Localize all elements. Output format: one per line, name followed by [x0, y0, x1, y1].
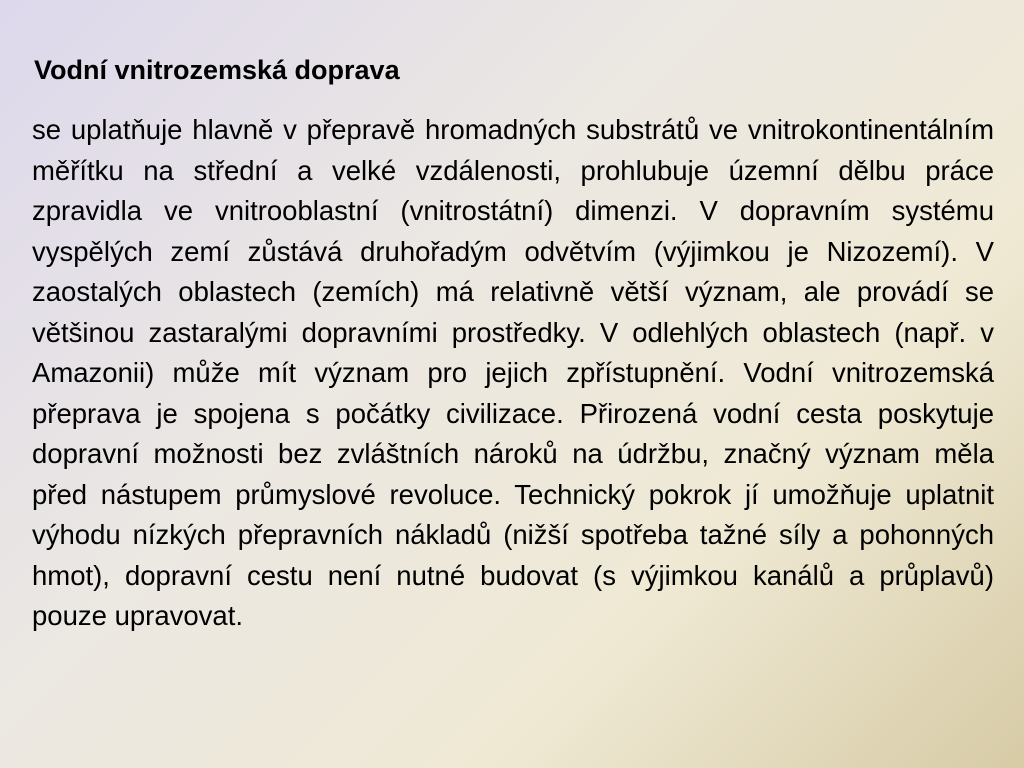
slide-body-text: se uplatňuje hlavně v přepravě hromadných substrátů ve vnitrokontinentálním měřítku na střední a velké vzdálenosti, prohlubuje územní dělbu práce zpravidla ve vnitrooblastní (vnitrostátní) dimenzi. V dopravním systému vyspělých zemí zůstává druhořadým odvětvím (výjimkou je Nizozemí). V zaostalých oblastech (zemích) má relativně větší význam, ale provádí se většinou zastaralými dopravními prostředky. V odlehlých oblastech (např. v Amazonii) může mít význam pro jejich zpřístupnění. Vodní vnitrozemská přeprava je spojena s počátky civilizace. Přirozená vodní cesta poskytuje dopravní možnosti bez zvláštních nároků na údržbu, značný význam měla před nástupem průmyslové revoluce. Technický pokrok jí umožňuje uplatnit výhodu nízkých přepravních nákladů (nižší spotřeba tažné síly a pohonných hmot), dopravní cestu není nutné budovat (s výjimkou kanálů a průplavů) pouze upravovat.: [32, 114, 994, 631]
slide-title: Vodní vnitrozemská doprava: [34, 55, 400, 85]
